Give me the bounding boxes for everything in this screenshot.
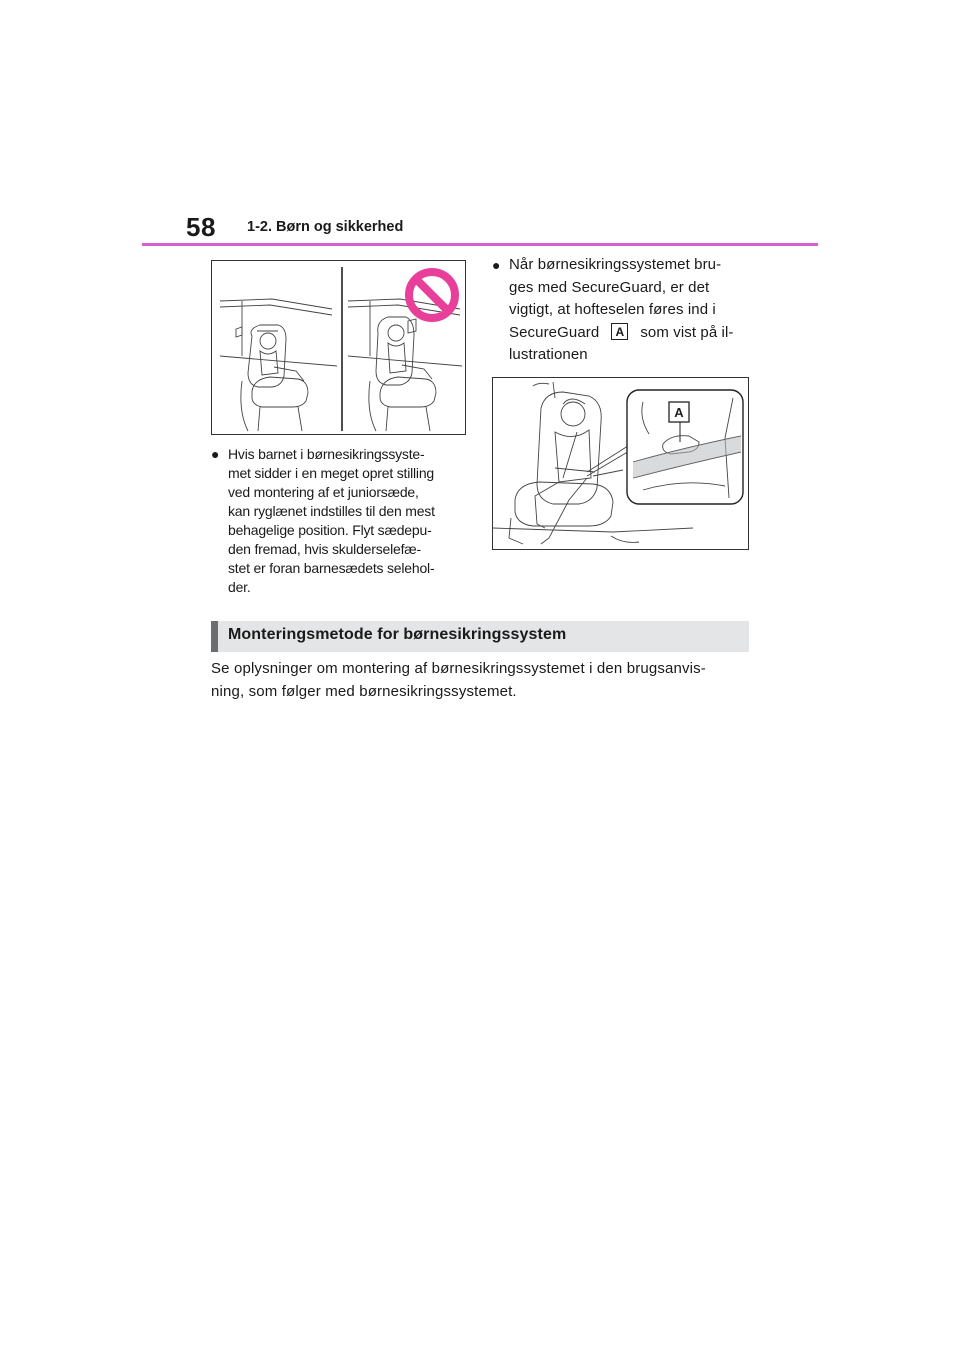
figure-label-a: A [674,405,684,420]
section-heading: Monteringsmetode for børnesikringssystem [228,626,567,643]
bullet-line-segment: SecureGuard [509,323,600,341]
bullet-line: den fremad, hvis skulderselefæ- [228,541,421,557]
bullet-line: Hvis barnet i børnesikringssyste- [228,446,425,462]
bullet-line [509,322,754,345]
bullet-icon: ● [492,257,501,273]
bullet-line: behagelige position. Flyt sædepu- [228,522,432,538]
bullet-text [228,445,469,597]
bullet-icon: ● [211,446,220,462]
bullet-line: Når børnesikringssystemet bru- [509,256,722,273]
bullet-line: met sidder i en meget opret stilling [228,465,435,481]
bullet-line: ges med SecureGuard, er det [509,278,710,296]
bullet-text [509,254,754,367]
section-title: 1-2. Børn og sikkerhed [247,219,404,235]
bullet-line: stet er foran barnesædets selehol- [228,560,435,576]
paragraph-line: ning, som følger med børnesikringssystemet. [211,682,517,700]
secureguard-drawing [493,378,750,551]
label-a-callout: A [611,323,628,340]
bullet-line: kan ryglænet indstilles til den mest [228,503,435,519]
paragraph-line: Se oplysninger om montering af børnesikringssystemet i den brugsanvis- [211,660,706,677]
booster-seat-illustration [211,260,466,435]
secureguard-illustration [492,377,749,550]
secureguard-detail [627,390,743,504]
section-heading-bar [211,621,749,652]
bullet-line: ved montering af et juniorsæde, [228,484,419,500]
bullet-item-seat-position [211,445,469,597]
bullet-line: lustrationen [509,346,588,363]
header-rule [142,243,818,246]
bullet-line-segment: som vist på il- [640,323,734,341]
body-paragraph [211,658,756,703]
booster-seat-drawing [212,261,467,436]
bullet-item-secureguard [492,254,754,367]
bullet-line: vigtigt, at hofteselen føres ind i [509,301,716,318]
page-number: 58 [186,212,216,242]
bullet-line: der. [228,579,251,595]
prohibited-icon [409,272,455,318]
